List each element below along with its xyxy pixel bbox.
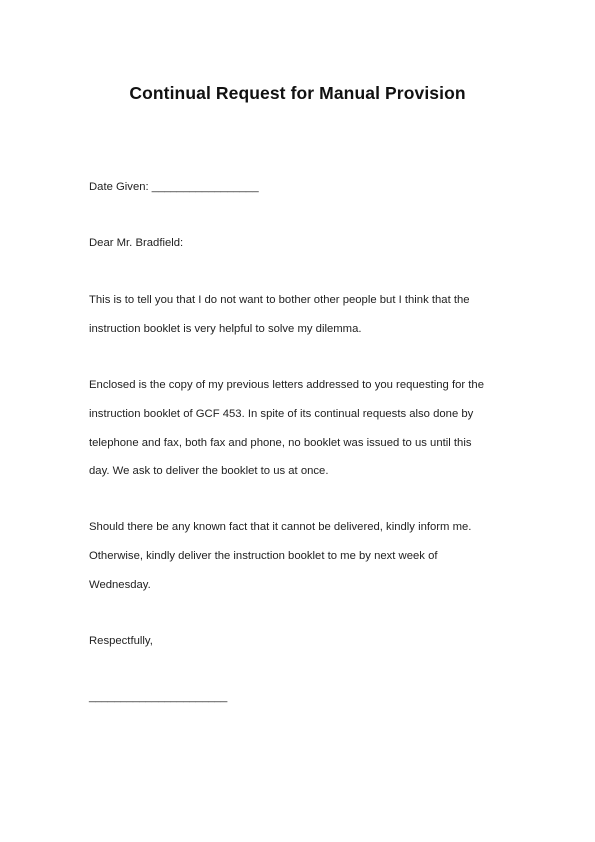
paragraph-2-line-2: instruction booklet of GCF 453. In spite of its continual requests also done by [89, 408, 474, 420]
paragraph-3-line-2: Otherwise, kindly deliver the instruction booklet to me by next week of [89, 550, 438, 562]
paragraph-2-line-1: Enclosed is the copy of my previous letters addressed to you requesting for the [89, 379, 484, 391]
paragraph-2-line-4: day. We ask to deliver the booklet to us at once. [89, 465, 329, 477]
closing: Respectfully, [89, 635, 153, 647]
paragraph-2-line-3: telephone and fax, both fax and phone, no booklet was issued to us until this [89, 437, 472, 449]
document-title: Continual Request for Manual Provision [129, 83, 466, 103]
paragraph-3-line-3: Wednesday. [89, 579, 151, 591]
paragraph-3-line-1: Should there be any known fact that it cannot be delivered, kindly inform me. [89, 521, 472, 533]
signature-line: ______________________ [89, 691, 228, 703]
paragraph-1-line-1: This is to tell you that I do not want to bother other people but I think that the [89, 294, 470, 306]
date-line: Date Given: _________________ [89, 181, 259, 193]
salutation: Dear Mr. Bradfield: [89, 237, 184, 249]
paragraph-1-line-2: instruction booklet is very helpful to solve my dilemma. [89, 323, 362, 335]
